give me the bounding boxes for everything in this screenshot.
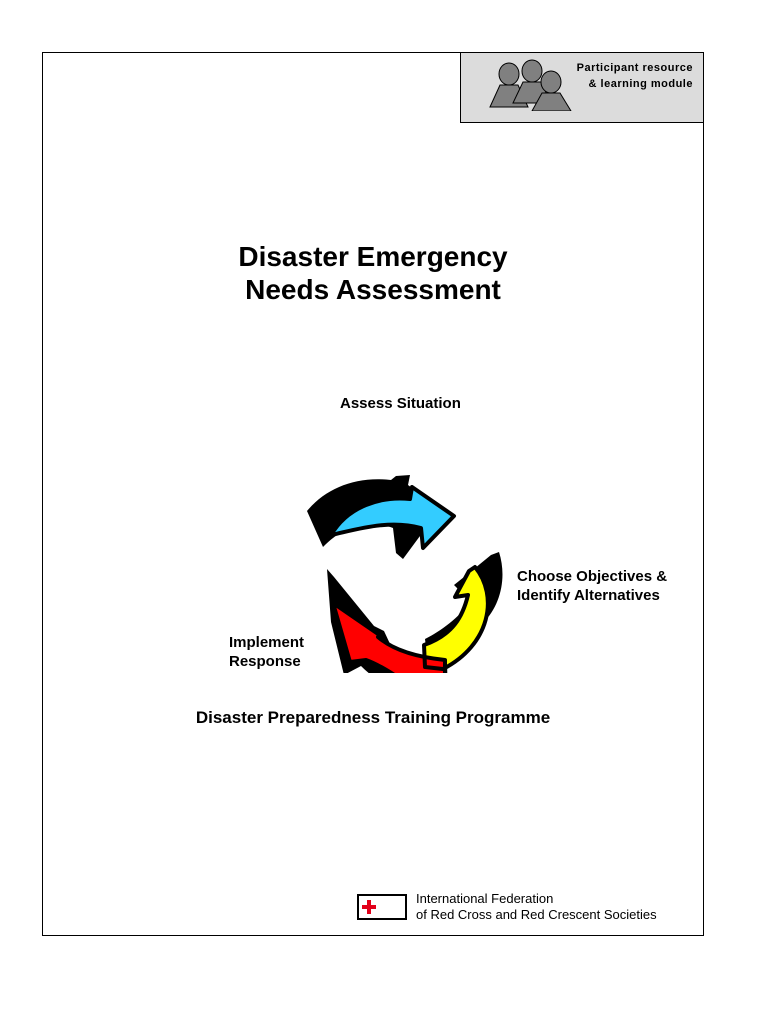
- badge-text: [577, 60, 693, 92]
- title-line-2: Needs Assessment: [245, 274, 501, 305]
- choose-line-2: Identify Alternatives: [517, 587, 660, 604]
- participant-module-badge: [460, 52, 704, 123]
- implement-response-label: [229, 633, 304, 671]
- organization-line-1: International Federation: [416, 891, 554, 906]
- organization-name: [416, 891, 657, 923]
- implement-line-2: Response: [229, 653, 301, 670]
- assess-situation-label: Assess Situation: [340, 395, 461, 412]
- choose-line-1: Choose Objectives &: [517, 568, 668, 585]
- badge-line-2: & learning module: [588, 78, 693, 90]
- badge-line-1: Participant resource: [576, 62, 693, 74]
- red-cross-crescent-icon: [359, 896, 405, 918]
- red-cross-crescent-logo: [357, 894, 407, 920]
- page-title: [43, 240, 703, 306]
- organization-line-2: of Red Cross and Red Crescent Societies: [416, 907, 657, 922]
- three-people-icon: [487, 59, 573, 111]
- implement-line-1: Implement: [229, 634, 305, 651]
- document-page: [42, 52, 704, 936]
- choose-objectives-label: [517, 567, 667, 605]
- title-line-1: Disaster Emergency: [238, 241, 508, 272]
- programme-subtitle: Disaster Preparedness Training Programme: [195, 708, 551, 727]
